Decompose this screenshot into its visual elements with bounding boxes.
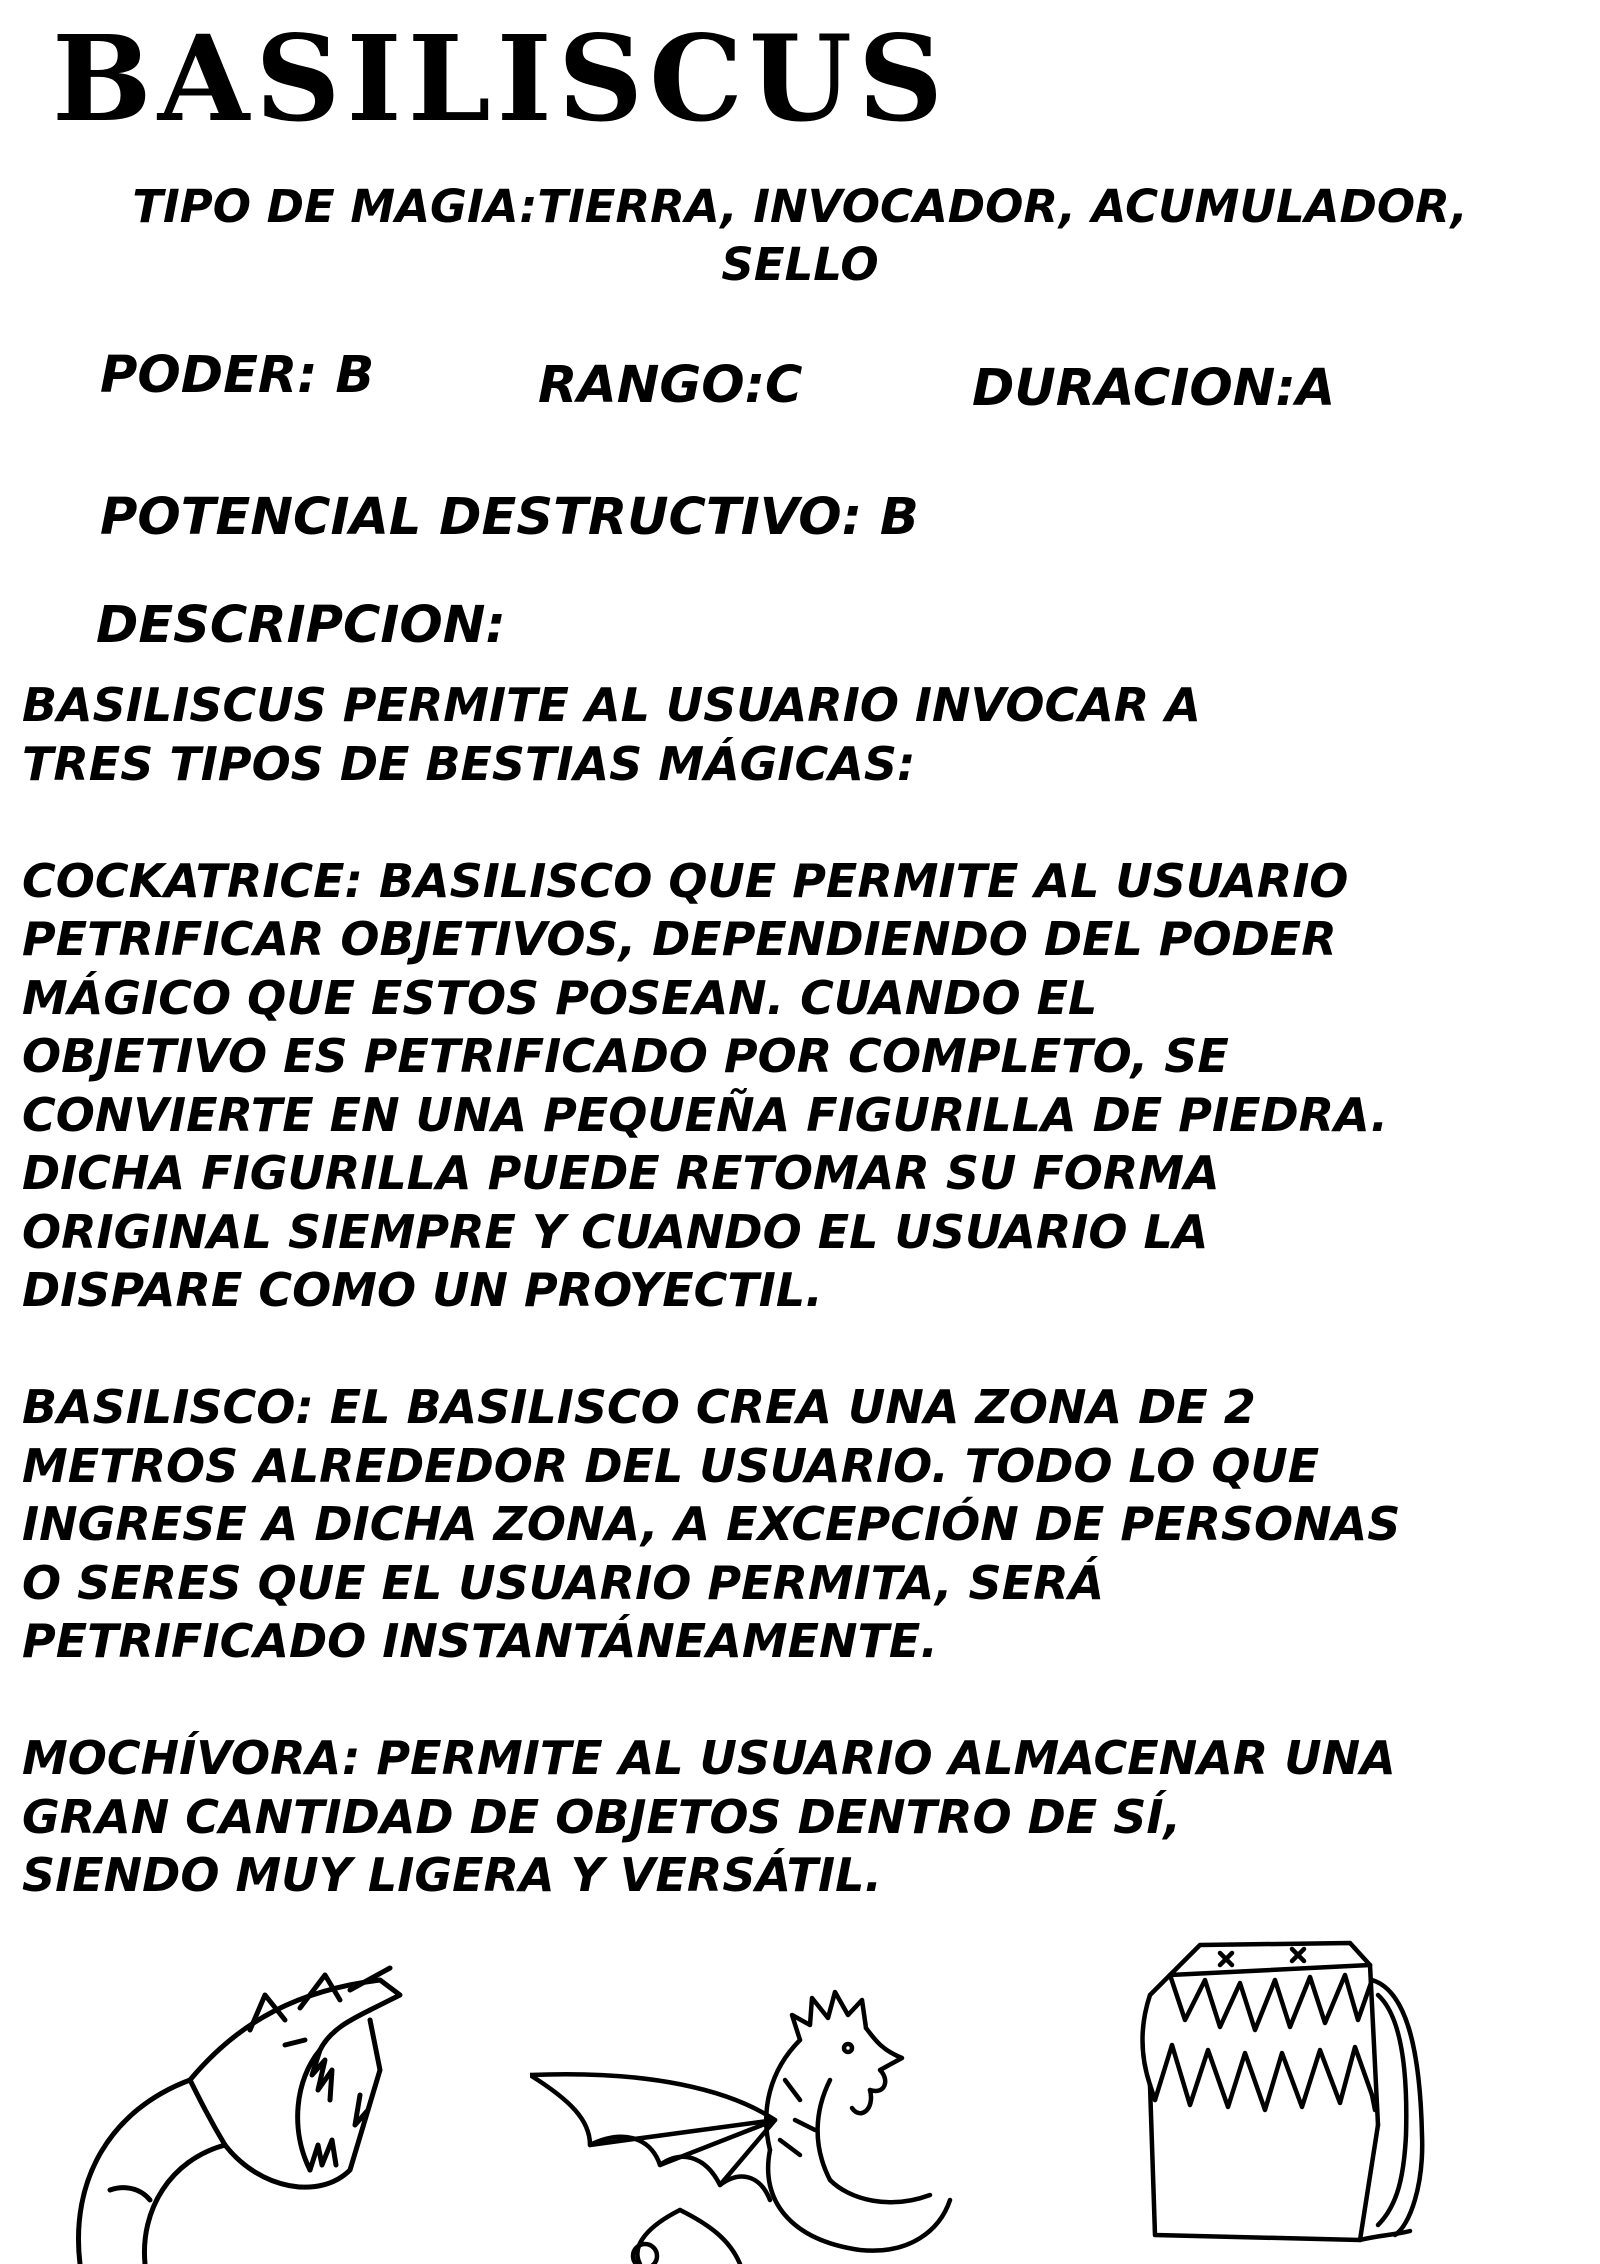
description-body [22, 676, 1587, 1905]
description-heading: DESCRIPCION: [96, 596, 506, 655]
page-title: BASILISCUS [52, 9, 950, 148]
destructive-potential-stat: POTENCIAL DESTRUCTIVO: B [100, 488, 919, 547]
magic-type: TIPO DE MAGIA:TIERRA, INVOCADOR, ACUMULADOR, SELLO [132, 180, 1468, 291]
mochivora-paragraph: MOCHÍVORA: PERMITE AL USUARIO ALMACENAR UNA GRAN CANTIDAD DE OBJETOS DENTRO DE SÍ, SIENDO MUY LIGERA Y VERSÁTIL. [22, 1731, 1396, 1902]
basilisk-paragraph: BASILISCO: EL BASILISCO CREA UNA ZONA DE 2 METROS ALREDEDOR DEL USUARIO. TODO LO QUE INGRESE A DICHA ZONA, A EXCEPCIÓN DE PERSONAS O SERES QUE EL USUARIO PERMITA, SERÁ PETRIFICADO INSTANTÁNEAMENTE. [22, 1380, 1401, 1668]
cockatrice-rooster-icon [530, 1970, 980, 2264]
power-stat: PODER: B [100, 346, 375, 405]
serpent-basilisk-icon [50, 1960, 430, 2264]
range-stat: RANGO:C [538, 356, 803, 415]
intro-paragraph: BASILISCUS PERMITE AL USUARIO INVOCAR A TRES TIPOS DE BESTIAS MÁGICAS: [22, 678, 1201, 791]
cockatrice-paragraph: COCKATRICE: BASILISCO QUE PERMITE AL USUARIO PETRIFICAR OBJETIVOS, DEPENDIENDO DEL PODER MÁGICO QUE ESTOS POSEAN. CUANDO EL OBJETIVO ES PETRIFICADO POR COMPLETO, SE CONVIERTE EN UNA PEQUEÑA FIGURILLA DE PIEDRA. DICHA FIGURILLA PUEDE RETOMAR SU FORMA ORIGINAL SIEMPRE Y CUANDO EL USUARIO LA DISPARE COMO UN PROYECTIL. [22, 853, 1389, 1317]
mimic-backpack-icon [1110, 1935, 1440, 2245]
duration-stat: DURACION:A [972, 359, 1336, 418]
